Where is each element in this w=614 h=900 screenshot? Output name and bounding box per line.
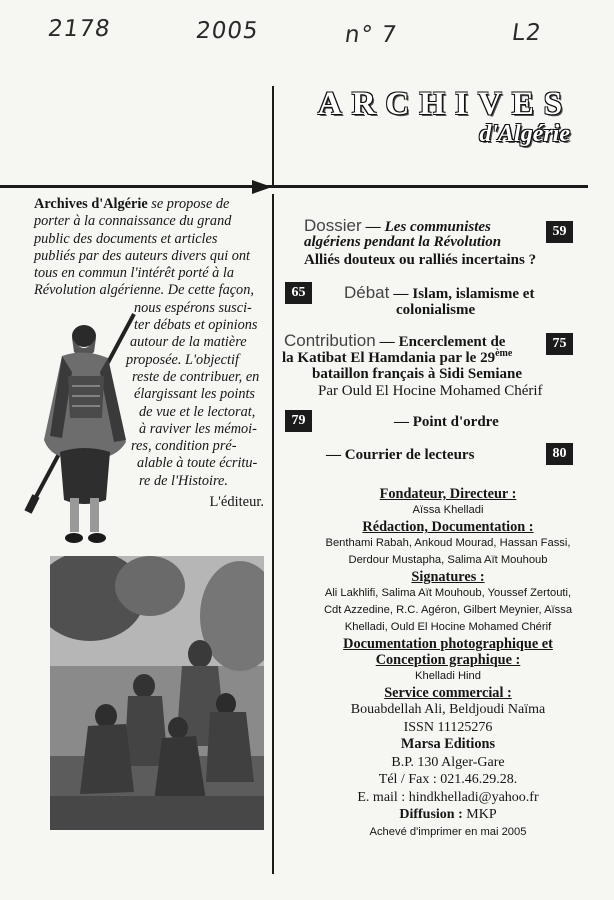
intro-line: tous en commun l'intérêt porté à la (34, 265, 235, 282)
page-number-badge: 75 (546, 333, 573, 355)
article-title: algériens pendant la Révolution (304, 234, 502, 250)
article-title: Encerclement de (398, 334, 506, 350)
handwritten-accession-number: 2178 (46, 16, 113, 42)
editor-signature: L'éditeur. (209, 494, 264, 510)
signatures-names: Cdt Azzedine, R.C. Agéron, Gilbert Meynier, Aïssa (323, 604, 573, 616)
journal-name: Archives d'Algérie (34, 196, 148, 212)
soldiers-photograph (50, 556, 264, 830)
credits-block (283, 486, 613, 841)
point-ordre-entry (394, 414, 499, 431)
handwritten-issue-number: n° 7 (343, 22, 399, 48)
founder-heading: Fondateur, Directeur : (379, 486, 517, 502)
handwritten-year: 2005 (194, 18, 261, 44)
article-title: colonialisme (396, 302, 476, 318)
intro-line: se propose de (151, 196, 230, 212)
intro-line: élargissant les points (134, 386, 255, 403)
intro-line: à raviver les mémoi- (139, 420, 257, 437)
postal-address: B.P. 130 Alger-Gare (391, 754, 505, 770)
intro-line: res, condition pré- (131, 438, 237, 455)
page-number-badge: 80 (546, 443, 573, 465)
intro-line: ter débats et opinions (134, 317, 258, 334)
diffusion: Diffusion : MKP (399, 807, 497, 822)
courrier-entry (326, 447, 474, 464)
intro-line: public des documents et articles (34, 230, 218, 247)
article-title: Courrier de lecteurs (344, 447, 475, 463)
page-number-badge: 65 (285, 282, 312, 304)
dash: — (379, 334, 395, 350)
superscript: ème (495, 348, 513, 359)
dash: — (394, 414, 409, 430)
vertical-rule-bottom (272, 194, 274, 874)
photo-heading: Documentation photographique et (343, 636, 553, 652)
article-title: Alliés douteux ou ralliés incertains ? (304, 252, 537, 268)
phone-fax: Tél / Fax : 021.46.29.28. (378, 772, 518, 787)
horizontal-rule (0, 185, 588, 188)
intro-line: alable à toute écritu- (137, 455, 258, 472)
commercial-names: Bouabdellah Ali, Beldjoudi Naïma (350, 702, 546, 717)
intro-line: re de l'Histoire. (139, 472, 228, 489)
founder-name: Aïssa Khelladi (412, 504, 484, 516)
intro-line: autour de la matière (130, 334, 247, 351)
article-title: Point d'ordre (412, 414, 499, 430)
dash: — (393, 286, 409, 302)
dash: — (365, 219, 381, 235)
editorial-names: Derdour Mustapha, Salima Aït Mouhoub (348, 554, 548, 566)
soldier-illustration (22, 312, 142, 552)
publisher-name: Marsa Editions (400, 736, 496, 752)
masthead-subtitle: d'Algérie (479, 121, 570, 147)
intro-line: nous espérons susci- (134, 299, 252, 316)
signatures-heading: Signatures : (411, 569, 485, 585)
design-heading: Conception graphique : (375, 652, 521, 668)
print-date: Achevé d'imprimer en mai 2005 (369, 825, 527, 838)
category-label: Débat (344, 283, 390, 302)
dossier-heading (304, 216, 491, 236)
category-label: Dossier (304, 216, 362, 235)
intro-line: porter à la connaissance du grand (34, 213, 232, 230)
editorial-heading: Rédaction, Documentation : (362, 519, 534, 535)
vertical-rule-top (272, 86, 274, 186)
editorial-names: Benthami Rabah, Ankoud Mourad, Hassan Fassi, (325, 537, 571, 549)
signatures-names: Khelladi, Ould El Hocine Mohamed Chérif (344, 621, 552, 633)
masthead-title: ARCHIVES (317, 86, 573, 122)
email-address: E. mail : hindkhelladi@yahoo.fr (357, 789, 539, 805)
commercial-heading: Service commercial : (384, 685, 512, 701)
article-title: bataillon français à Sidi Semiane (312, 366, 523, 382)
intro-line: de vue et le lectorat, (139, 403, 256, 420)
article-title: Les communistes (384, 219, 491, 235)
signatures-names: Ali Lakhlifi, Salima Aït Mouhoub, Youssef Zertouti, (324, 587, 572, 599)
handwritten-shelf-mark: L2 (510, 20, 544, 46)
intro-line: publiés par des auteurs divers qui ont (34, 247, 251, 264)
page-number-badge: 59 (546, 221, 573, 243)
issn: ISSN 11125276 (403, 719, 493, 735)
intro-line: proposée. L'objectif (126, 351, 239, 368)
dash: — (326, 447, 341, 463)
category-label: Contribution (284, 331, 376, 350)
photo-credit: Khelladi Hind (415, 670, 481, 682)
article-author: Par Ould El Hocine Mohamed Chérif (318, 383, 543, 399)
arrow-right-icon (252, 180, 272, 194)
page-number-badge: 79 (285, 410, 312, 432)
article-title: Islam, islamisme et (412, 286, 535, 302)
intro-line: reste de contribuer, en (132, 368, 260, 385)
debat-heading (344, 283, 534, 303)
intro-line: Révolution algérienne. De cette façon, (34, 282, 254, 299)
article-title: la Katibat El Hamdania par le 29ème (282, 348, 513, 366)
